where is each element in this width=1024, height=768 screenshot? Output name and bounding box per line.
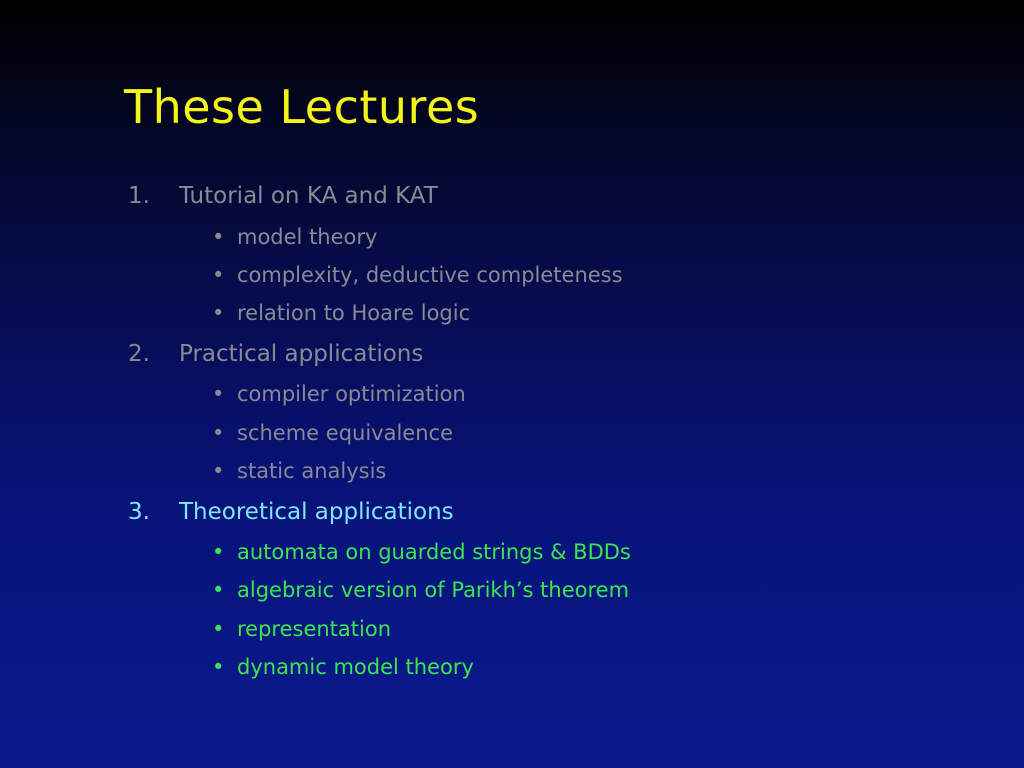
bullet-icon: • xyxy=(212,382,225,406)
section-1-label: Tutorial on KA and KAT xyxy=(179,183,438,209)
subitem-label: static analysis xyxy=(237,459,387,483)
subitem-label: dynamic model theory xyxy=(237,655,474,679)
bullet-icon: • xyxy=(212,301,225,325)
section-2-number: 2. xyxy=(128,341,150,367)
subitem-label: relation to Hoare logic xyxy=(237,301,471,325)
bullet-icon: • xyxy=(212,655,225,679)
subitem-label: complexity, deductive completeness xyxy=(237,263,623,287)
bullet-icon: • xyxy=(212,617,225,641)
bullet-icon: • xyxy=(212,225,225,249)
section-3-number: 3. xyxy=(128,499,150,525)
subitem-label: compiler optimization xyxy=(237,382,466,406)
section-2-label: Practical applications xyxy=(179,341,424,367)
bullet-icon: • xyxy=(212,459,225,483)
subitem-label: scheme equivalence xyxy=(237,421,453,445)
bullet-icon: • xyxy=(212,540,225,564)
subitem-label: algebraic version of Parikh’s theorem xyxy=(237,578,630,602)
bullet-icon: • xyxy=(212,421,225,445)
subitem-label: representation xyxy=(237,617,392,641)
section-3-label: Theoretical applications xyxy=(179,499,454,525)
slide-title: These Lectures xyxy=(124,80,480,134)
bullet-icon: • xyxy=(212,578,225,602)
bullet-icon: • xyxy=(212,263,225,287)
subitem-label: automata on guarded strings & BDDs xyxy=(237,540,631,564)
subitem-label: model theory xyxy=(237,225,378,249)
section-1-number: 1. xyxy=(128,183,150,209)
